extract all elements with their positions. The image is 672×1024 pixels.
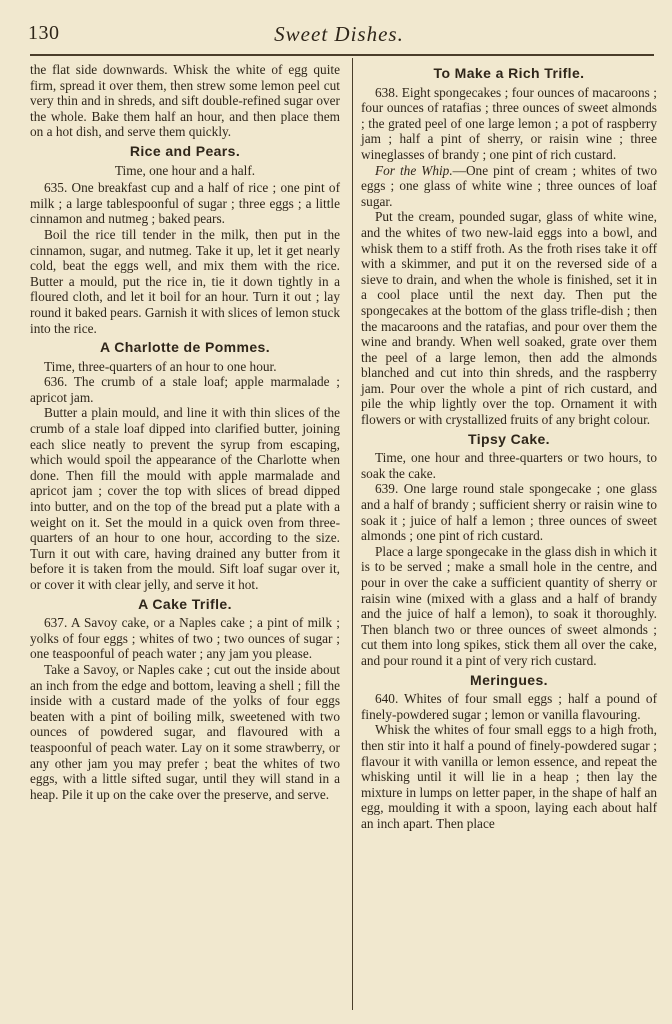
running-title: Sweet Dishes. xyxy=(274,22,404,46)
left-column xyxy=(30,62,340,802)
recipe-time: Time, three-quarters of an hour to one hour. xyxy=(44,358,277,374)
method-paragraph: Put the cream, pounded sugar, glass of white wine, and the whites of two new-laid eggs into a bowl, and whisk them to a stiff froth. As the froth rises take it off with a skimmer, and put it on the reversed side of a sieve to drain, and when the whole is finished, set it in a cool place until the next day. Then put the spongecakes at the bottom of the glass trifle-dish ; then the macaroons and the ratafias, and pour over them the wine and brandy. When well soaked, grate over them the peel of a large lemon, then add the almonds blanched and cut into thin shreds, and the raspberry jam. Pour over the whole a pint of rich custard, and pile the whip lightly over the top. Ornament it with flowers or with crystallized fruits of any bright colour. xyxy=(361,209,657,428)
page-number: 130 xyxy=(28,22,60,44)
page-header xyxy=(28,22,650,52)
recipe-title-charlotte-de-pommes: A Charlotte de Pommes. xyxy=(99,339,271,356)
recipe-title-tipsy-cake: Tipsy Cake. xyxy=(468,430,550,447)
recipe-title-meringues: Meringues. xyxy=(470,671,548,688)
method-paragraph: Take a Savoy, or Naples cake ; cut out the inside about an inch from the edge and bottom, leaving a shell ; fill the inside with a custard made of the yolks of four eggs beaten with a pint of boiling milk, sweetened with two ounces of powdered sugar, and flavoured with a teaspoonful of peach water. Lay on it some strawberry, or any other jam you may prefer ; beat the whites of two eggs, with a little sifted sugar, until they will stand in a heap. Pile it up on the cake over the preserve, and serve. xyxy=(30,661,340,802)
recipe-title-cake-trifle: A Cake Trifle. xyxy=(138,595,232,612)
continued-paragraph: the flat side downwards. Whisk the white of egg quite firm, spread it over them, then strew some lemon peel cut very thin and in shreds, and sift double-refined sugar over the whole. Bake them half an hour, and then place them on a hot dish, and serve them quickly. xyxy=(30,62,340,140)
recipe-time: Time, one hour and three-quarters or two hours, to soak the cake. xyxy=(361,450,657,481)
header-rule xyxy=(30,54,654,56)
whip-paragraph xyxy=(361,163,657,210)
ingredients-paragraph: 639. One large round stale spongecake ; one glass and a half of brandy ; sufficient sherry or raisin wine to soak it ; juice of half a lemon ; three ounces of sweet almonds ; one pint of rich custard. xyxy=(361,481,657,544)
method-paragraph: Place a large spongecake in the glass dish in which it is to be served ; make a small hole in the centre, and pour in over the cake a sufficient quantity of sherry or raisin wine (mixed with a glass and a half of brandy and the juice of half a lemon), to soak it thoroughly. Then blanch two or three ounces of sweet almonds ; cut them into long spikes, stick them all over the cake, and pour round it a pint of very rich custard. xyxy=(361,543,657,668)
method-paragraph: Whisk the whites of four small eggs to a high froth, then stir into it half a pound of finely-powdered sugar ; flavour it with vanilla or lemon essence, and repeat the whisking until it will lie in a heap ; then lay the mixture in lumps on letter paper, in the shape of half an egg, moulding it with a spoon, laying each about half an inch apart. Then place xyxy=(361,722,657,831)
whip-label: For the Whip. xyxy=(375,162,453,178)
ingredients-paragraph: 640. Whites of four small eggs ; half a pound of finely-powdered sugar ; lemon or vanilla flavouring. xyxy=(361,691,657,722)
right-column xyxy=(361,62,657,832)
column-divider xyxy=(352,58,353,1010)
recipe-time: Time, one hour and a half. xyxy=(114,162,256,178)
recipe-title-rich-trifle: To Make a Rich Trifle. xyxy=(433,65,585,81)
ingredients-paragraph: 637. A Savoy cake, or a Naples cake ; a pint of milk ; yolks of four eggs ; whites of two ; two ounces of sugar ; one teaspoonful of peach water ; any jam you please. xyxy=(30,615,340,662)
method-paragraph: Butter a plain mould, and line it with thin slices of the crumb of a stale loaf dipped into clarified butter, joining each slice neatly to prevent the syrup from escaping, which would spoil the appearance of the Charlotte when done. Then fill the mould with apple marmalade and apricot jam ; cover the top with slices of bread dipped into butter, and on the top of the bread put a plate with a weight on it. Set the mould in a quick oven from three-quarters of an hour to one hour, according to the size. Turn it out with care, having drained any butter from it before it is taken from the mould. Sift loaf sugar over it, or cover it with clear jelly, and serve it hot. xyxy=(30,405,340,592)
ingredients-paragraph: 636. The crumb of a stale loaf; apple marmalade ; apricot jam. xyxy=(30,374,340,405)
whip-text: —One pint of cream ; whites of two eggs ; one glass of white wine ; three ounces of loaf sugar. xyxy=(361,162,658,209)
method-paragraph: Boil the rice till tender in the milk, then put in the cinnamon, sugar, and nutmeg. Take it up, let it get nearly cold, beat the eggs well, and mix them with the rice. Butter a mould, put the rice in, tie it down tightly in a floured cloth, and let it boil for an hour. Turn it out ; lay round it baked pears. Garnish it with slices of lemon stuck into the rice. xyxy=(30,226,340,336)
ingredients-paragraph: 635. One breakfast cup and a half of rice ; one pint of milk ; a large tablespoonful of sugar ; three eggs ; a little cinnamon and nutmeg ; baked pears. xyxy=(30,180,340,227)
recipe-title-rice-and-pears: Rice and Pears. xyxy=(129,142,241,159)
ingredients-paragraph: 638. Eight spongecakes ; four ounces of macaroons ; four ounces of ratafias ; three ounces of sweet almonds ; the grated peel of one large lemon ; a pot of raspberry jam ; half a pint of sherry, or raisin wine ; three wineglasses of brandy ; one pint of rich custard. xyxy=(361,84,657,162)
